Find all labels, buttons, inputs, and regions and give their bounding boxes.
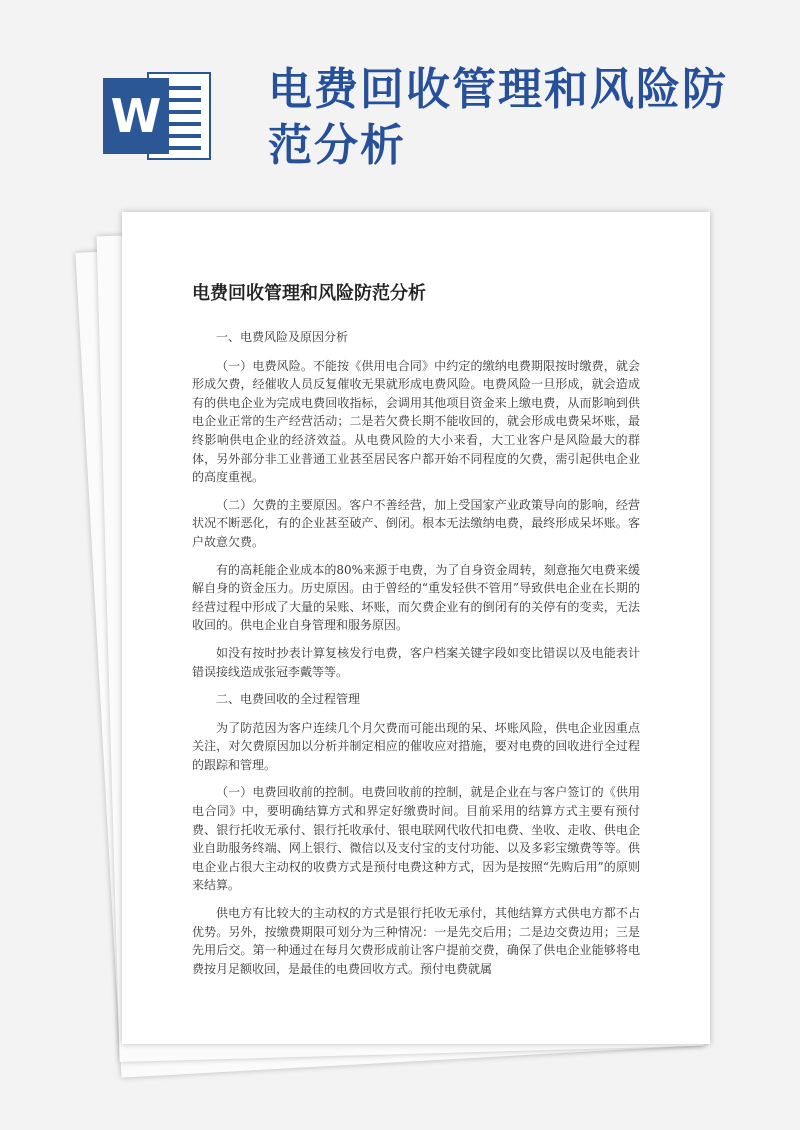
section-heading: 一、电费风险及原因分析 xyxy=(216,330,349,344)
section-heading: 二、电费回收的全过程管理 xyxy=(216,692,361,707)
document-page xyxy=(122,212,710,1044)
document-body xyxy=(192,328,640,987)
paragraph: （二）欠费的主要原因。客户不善经营，加上受国家产业政策导向的影响，经营状况不断恶化，有的企业甚至破产、倒闭。根本无法缴纳电费，最终形成呆坏账。客户故意欠费。 xyxy=(192,497,640,549)
document-title: 电费回收管理和风险防范分析 xyxy=(192,283,426,304)
banner-title: 电费回收管理和风险防范分析 xyxy=(268,64,728,171)
paragraph: 为了防范因为客户连续几个月欠费而可能出现的呆、坏账风险，供电企业因重点关注，对欠费原因加以分析并制定相应的催收应对措施，要对电费的回收进行全过程的跟踪和管理。 xyxy=(192,720,640,772)
word-document-icon xyxy=(103,72,211,160)
paragraph: （一）电费回收前的控制。电费回收前的控制，就是企业在与客户签订的《供用电合同》中，要明确结算方式和界定好缴费时间。目前采用的结算方式主要有预付费、银行托收无承付、银行托收承付、银电联网代收代扣电费、坐收、走收、供电企业自助服务终端、网上银行、微信以及支付宝的支付功能、以及多彩宝缴费等等。供电企业占很大主动权的收费方式是预付电费这种方式，因为是按照“先购后用”的原则来结算。 xyxy=(192,785,640,893)
paragraph: 如没有按时抄表计算复核发行电费，客户档案关键字段如变比错误以及电能表计错误接线造成张冠李戴等等。 xyxy=(192,645,640,679)
paragraph: （一）电费风险。不能按《供用电合同》中约定的缴纳电费期限按时缴费，就会形成欠费，经催收人员反复催收无果就形成电费风险。电费风险一旦形成，就会造成有的供电企业为完成电费回收指标，会调用其他项目资金来上缴电费，从而影响到供电企业正常的生产经营活动；二是若欠费长期不能收回的，就会形成电费呆坏账，最终影响供电企业的经济效益。从电费风险的大小来看，大工业客户是风险最大的群体，另外部分非工业普通工业甚至居民客户都开始不同程度的欠费，需引起供电企业的高度重视。 xyxy=(192,358,640,485)
word-badge: W xyxy=(103,78,169,154)
paragraph: 供电方有比较大的主动权的方式是银行托收无承付，其他结算方式供电方都不占优势。另外，按缴费期限可划分为三种情况：一是先交后用；二是边交费边用；三是先用后交。第一种通过在每月欠费形成前让客户提前交费，确保了供电企业能够将电费按月足额收回，是最佳的电费回收方式。预付电费就属 xyxy=(192,906,640,976)
paragraph: 有的高耗能企业成本的80%来源于电费，为了自身资金周转，刻意拖欠电费来缓解自身的资金压力。历史原因。由于曾经的“重发轻供不管用”导致供电企业在长期的经营过程中形成了大量的呆账、坏账，而欠费企业有的倒闭有的关停有的变卖，无法收回的。供电企业自身管理和服务原因。 xyxy=(192,562,640,633)
